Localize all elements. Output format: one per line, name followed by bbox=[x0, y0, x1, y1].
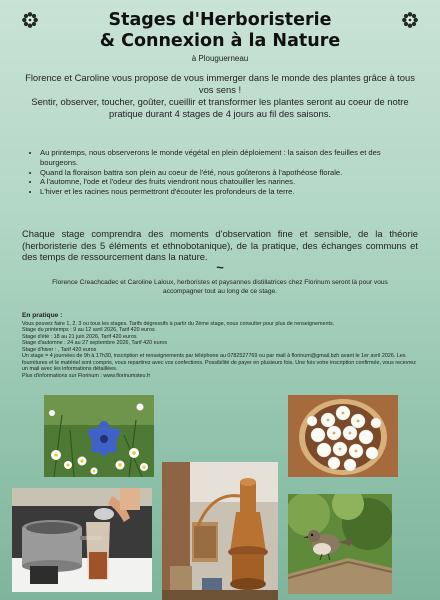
seasons-list bbox=[26, 148, 414, 197]
flower-ornament-icon bbox=[402, 12, 418, 28]
flower-ornament-icon bbox=[22, 12, 38, 28]
location-subtitle: à Plouguerneau bbox=[191, 54, 249, 63]
blossom-photo bbox=[288, 395, 398, 477]
title-line-2: & Connexion à la Nature bbox=[99, 31, 341, 51]
season-item-autumn: • A l'automne, l'ode et l'odeur des fruits viendront nous chatouiller les narines. bbox=[40, 177, 414, 187]
hosts-text: Florence Creachcadec et Caroline Laloux, herboristes et paysannes distillatrices chez Florinum seront là pour vous accompagner tout au long de ce stage. bbox=[52, 279, 388, 295]
intro-line-2: Sentir, observer, toucher, goûter, cueillir et transformer les plantes seront au coeur de notre pratique durant 4 stages de 4 jours au fil des saisons. bbox=[31, 96, 409, 119]
cornflower-photo bbox=[44, 395, 154, 477]
practical-paragraph: Un stage = 4 journées de 9h à 17h30, inscription et renseignements par téléphone au 0782527769 ou par mail à florinum@gmail.bzh avant le 1er avril 2026. Les fournitures et le matériel sont compris, vous repartirez avec vos confections. Possibilité de payer en plusieurs fois. Une fois votre inscription confirmée, vous recevrez un mail avec les informations détaillées. bbox=[22, 353, 416, 372]
separator-tilde: ~ bbox=[216, 260, 224, 275]
more-info-line: Plus d'informations sur Florinum : www.florinumsteu.fr bbox=[22, 372, 151, 379]
intro-text bbox=[22, 72, 418, 120]
stage-description: Chaque stage comprendra des moments d'observation fine et sensible, de la théorie (herboristerie des 5 éléments et ethnobotanique), de la pratique, des échanges communs et des temps de ressourcement dans la nature. bbox=[22, 228, 418, 262]
page-title bbox=[60, 10, 380, 52]
practical-line: Stage d'été : 18 au 21 juin 2026, Tarif 420 euros bbox=[22, 333, 137, 340]
title-line-1: Stages d'Herboristerie bbox=[108, 10, 332, 30]
practical-line: Stage d'hiver : , Tarif 420 euros bbox=[22, 346, 97, 353]
season-item-spring: • Au printemps, nous observerons le monde végétal en plein déploiement : la saison des feuilles et des bourgeons. bbox=[40, 148, 414, 168]
bird-photo bbox=[288, 494, 392, 594]
season-item-winter: • L'hiver et les racines nous permettront d'écouter les profondeurs de la terre. bbox=[40, 187, 414, 197]
practical-line: Vous pouvez faire 1, 2, 3 ou tous les stages. Tarifs dégressifs à partir du 2ème stage, nous consulter pour plus de renseignements. bbox=[22, 320, 335, 327]
intro-line-1: Florence et Caroline vous propose de vous immerger dans le monde des plantes grâce à tous vos sens ! bbox=[25, 72, 415, 95]
copper-still-photo bbox=[162, 462, 278, 600]
practical-line: Stage d'automne : 24 au 27 septembre 2026, Tarif 420 euros bbox=[22, 340, 168, 346]
practical-line: Stage du printemps : 9 au 12 avril 2026, Tarif 420 euros bbox=[22, 327, 155, 333]
cooking-pot-photo bbox=[12, 488, 152, 592]
practical-info bbox=[22, 313, 418, 379]
season-item-summer: • Quand la floraison battra son plein au coeur de l'été, nous goûterons à l'apothéose florale. bbox=[40, 168, 414, 178]
practical-heading: En pratique : bbox=[22, 312, 63, 319]
